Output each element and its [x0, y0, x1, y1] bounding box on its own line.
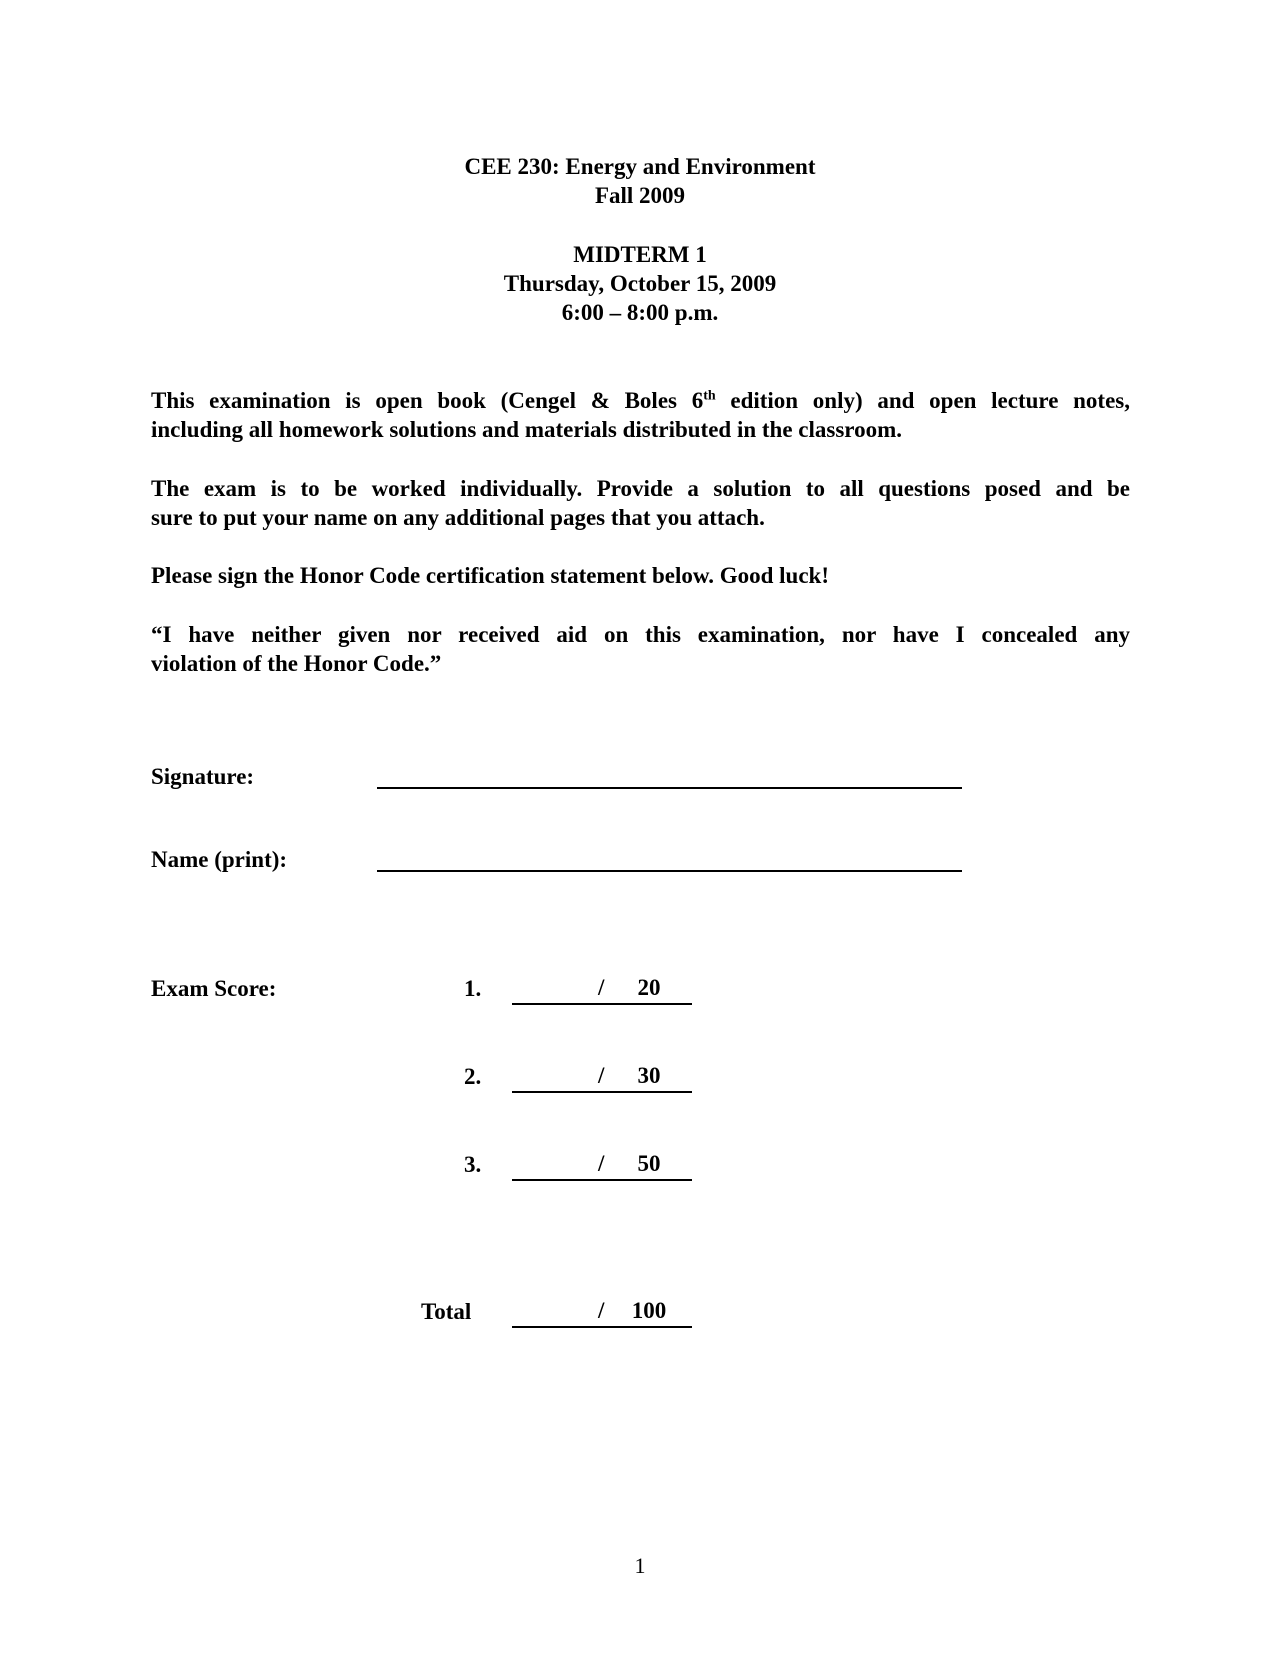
- individual-line-2: sure to put your name on any additional pages that you attach.: [151, 505, 765, 530]
- question-2-score[interactable]: / 30: [512, 1061, 692, 1093]
- name-line[interactable]: [377, 870, 962, 872]
- exam-date: Thursday, October 15, 2009: [503, 271, 777, 296]
- term: Fall 2009: [594, 183, 686, 208]
- open-book-line-1: This examination is open book (Cengel & Boles 6th edition only) and open lecture notes,: [151, 388, 1130, 413]
- total-max: 100: [631, 1298, 667, 1323]
- question-1-max: 20: [637, 975, 661, 1000]
- page-number: 1: [634, 1553, 646, 1578]
- question-2-number: 2.: [464, 1064, 482, 1089]
- course-title: CEE 230: Energy and Environment: [464, 154, 816, 179]
- instructions-individual: [151, 474, 1130, 532]
- open-book-line-2: including all homework solutions and materials distributed in the classroom.: [151, 417, 902, 442]
- total-score[interactable]: / 100: [512, 1296, 692, 1328]
- question-2-max: 30: [637, 1063, 661, 1088]
- question-1-number: 1.: [464, 976, 482, 1001]
- exam-time: 6:00 – 8:00 p.m.: [561, 300, 719, 325]
- exam-title: MIDTERM 1: [573, 242, 707, 267]
- question-1-score[interactable]: / 20: [512, 973, 692, 1005]
- instructions-honor-sign: Please sign the Honor Code certification statement below. Good luck!: [151, 563, 830, 588]
- individual-line-1: The exam is to be worked individually. Provide a solution to all questions posed and be: [151, 476, 1130, 501]
- exam-score-label: Exam Score:: [151, 976, 277, 1001]
- name-label: Name (print):: [151, 847, 288, 872]
- instructions-open-book: [151, 386, 1130, 444]
- question-3-score[interactable]: / 50: [512, 1149, 692, 1181]
- total-label: Total: [421, 1299, 472, 1324]
- honor-code-statement: [151, 620, 1130, 678]
- honor-code-line-2: violation of the Honor Code.”: [151, 651, 442, 676]
- question-3-number: 3.: [464, 1152, 482, 1177]
- signature-label: Signature:: [151, 764, 255, 789]
- honor-code-line-1: “I have neither given nor received aid on this examination, nor have I concealed any: [151, 622, 1130, 647]
- signature-line[interactable]: [377, 787, 962, 789]
- question-3-max: 50: [637, 1151, 661, 1176]
